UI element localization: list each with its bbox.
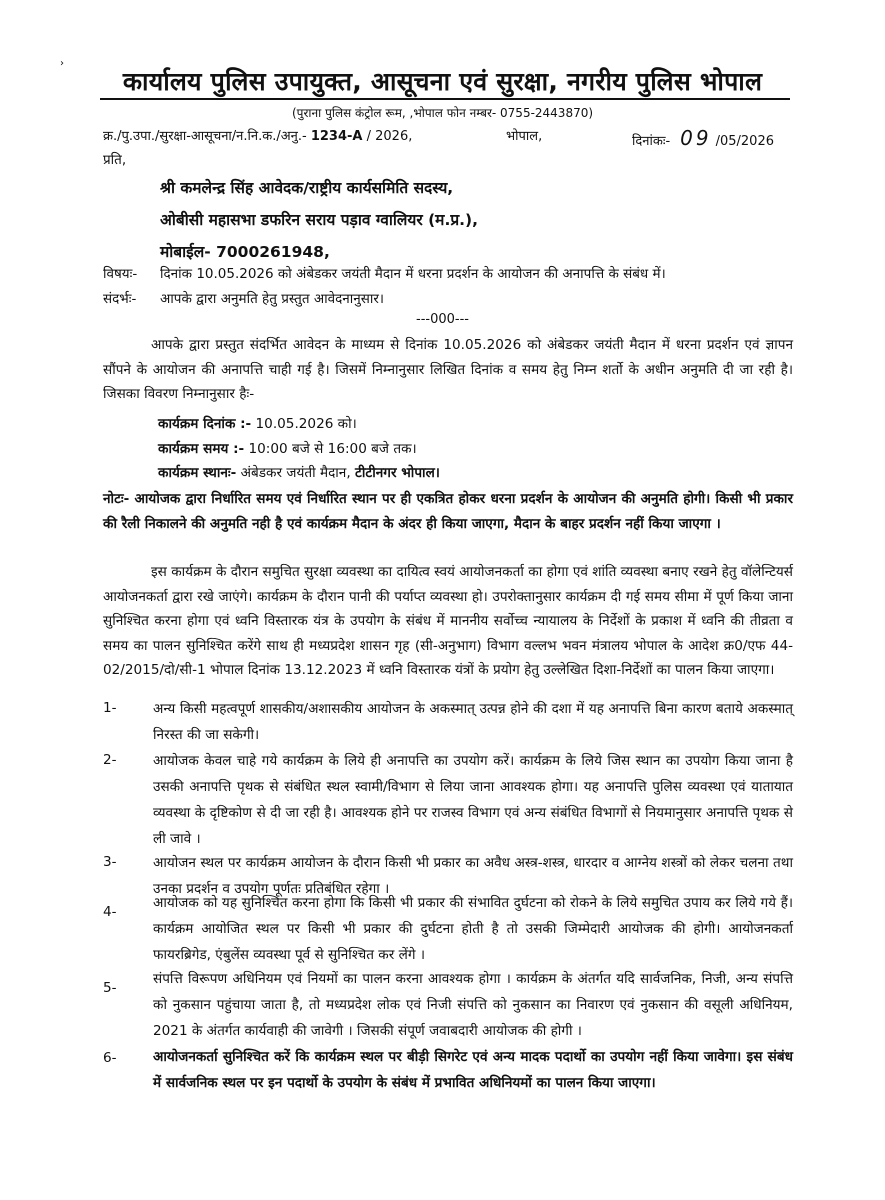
condition-number: 1- [103,700,117,716]
program-date-value: 10.05.2026 को। [255,416,357,432]
condition-number: 2- [103,752,117,768]
issue-date [632,126,774,150]
program-date-label: कार्यक्रम दिनांक :- [158,416,252,432]
section-separator: ---000--- [416,312,469,327]
recipient-address: ओबीसी महासभा डफरिन सराय पड़ाव ग्वालियर (म.प्र.), [160,211,479,229]
office-title: कार्यालय पुलिस उपायुक्त, आसूचना एवं सुरक्षा, नगरीय पुलिस भोपाल [122,67,763,96]
date-label: दिनांकः- [632,134,671,149]
program-place-area: टीटीनगर भोपाल। [355,465,440,481]
program-date [158,413,357,432]
office-address: (पुराना पुलिस कंट्रोल रूम, ,भोपाल फोन नम्बर- 0755-2443870) [291,106,594,120]
date-day: 09 [680,126,712,150]
condition-number: 4- [103,904,117,920]
program-place-value: अंबेडकर जयंती मैदान, [240,465,351,481]
date-month-year: /05/2026 [715,134,774,149]
punch-mark: › [60,58,64,69]
condition-item: अन्य किसी महत्वपूर्ण शासकीय/अशासकीय आयोजन के अकस्मात् उत्पन्न होने की दशा में यह अनापत्ति बिना कारण बताये अकस्मात् निरस्त की जा सकेगी। [153,701,793,743]
condition-item: आयोजन स्थल पर कार्यक्रम आयोजन के दौरान किसी भी प्रकार का अवैध अस्त्र-शस्त्र, धारदार व आग्नेय शस्त्रों को लेकर चलना तथा उनका प्रदर्शन व उपयोग पूर्णतः प्रतिबंधित रहेगा । [153,855,793,897]
reference-number [103,126,412,144]
condition-number: 3- [103,854,117,870]
intro-text: आपके द्वारा प्रस्तुत संदर्भित आवेदन के माध्यम से दिनांक 10.05.2026 को अंबेडकर जयंती मैदान में धरना प्रदर्शन एवं ज्ञापन सौंपने के आयोजन की अनापत्ति चाही गई है। जिसमें निम्नानुसार लिखित दिनांक व समय हेतु निम्न शर्तो के अधीन अनुमति दी जा रही है। जिसका विवरण निम्नानुसार हैः- [103,337,793,402]
condition-number: 5- [103,980,117,996]
condition-item: आयोजक केवल चाहे गये कार्यक्रम के लिये ही अनापत्ति का उपयोग करें। कार्यक्रम के लिये जिस स्थान का उपयोग किया जाना है उसकी अनापत्ति पृथक से संबंधित स्थल स्वामी/विभाग से लिया जाना आवश्यक होगा। यह अनापत्ति पुलिस व्यवस्था एवं यातायात व्यवस्था के दृष्टिकोण से दी जा रही है। आवश्यक होने पर राजस्व विभाग एवं अन्य संबंधित विभागों से नियमानुसार अनापत्ति पृथक से ली जावे । [153,753,793,847]
intro-paragraph [103,333,793,407]
program-place [158,462,440,481]
reference-label: संदर्भः- [103,291,137,307]
salutation-prati: प्रति, [103,152,127,168]
conditions-text: इस कार्यक्रम के दौरान समुचित सुरक्षा व्यवस्था का दायित्व स्वयं आयोजनकर्ता का होगा एवं शांति व्यवस्था बनाए रखने हेतु वॉलेन्टियर्स आयोजनकर्ता द्वारा रखे जाएंगे। कार्यक्रम के दौरान पानी की पर्याप्त व्यवस्था हो। उपरोक्तानुसार कार्यक्रम दी गई समय सीमा में पूर्ण किया जाना सुनिश्चित करना होगा एवं ध्वनि विस्तारक यंत्र के उपयोग के संबंध में माननीय सर्वोच्च न्यायालय के निर्देशों के प्रकाश में ध्वनि की तीव्रता व समय का पालन सुनिश्चित करेंगे साथ ही मध्यप्रदेश शासन गृह (सी-अनुभाग) विभाग वल्लभ भवन मंत्रालय भोपाल के आदेश क्र0/एफ 44-02/2015/दो/सी-1 भोपाल दिनांक 13.12.2023 में ध्वनि विस्तारक यंत्रों के प्रयोग हेतु उल्लेखित दिशा-निर्देशों का पालन किया जाएगा। [103,564,793,678]
program-time [158,438,417,457]
recipient-name: श्री कमलेन्द्र सिंह आवेदक/राष्ट्रीय कार्यसमिति सदस्य, [160,179,454,197]
reference-code: 1234-A [310,129,363,144]
title-underline [100,98,790,100]
program-place-label: कार्यक्रम स्थानः- [158,465,237,481]
subject-label: विषयः- [103,266,138,282]
reference-prefix: क्र./पु.उपा./सुरक्षा-आसूचना/न.नि.क./अनु.- [103,129,307,144]
reference-text: आपके द्वारा अनुमति हेतु प्रस्तुत आवेदनानुसार। [160,291,385,307]
conditions-paragraph [103,560,793,683]
reference-year: / 2026, [366,129,413,144]
condition-item: आयोजक को यह सुनिश्चित करना होगा कि किसी भी प्रकार की संभावित दुर्घटना को रोकने के लिये समुचित उपाय कर लिये गये हैं। कार्यक्रम आयोजित स्थल पर किसी भी प्रकार की दुर्घटना होती है तो उसकी जिम्मेदारी आयोजक की होगी। आयोजनकर्ता फायरब्रिगेड, एंबुलेंस व्यवस्था पूर्व से सुनिश्चित कर लेंगे । [153,895,793,963]
recipient-mobile: मोबाईल- 7000261948, [160,243,330,261]
note-paragraph: नोटः- आयोजक द्वारा निर्धारित समय एवं निर्धारित स्थान पर ही एकत्रित होकर धरना प्रदर्शन के आयोजन की अनुमति होगी। किसी भी प्रकार की रैली निकालने की अनुमति नही है एवं कार्यक्रम मैदान के अंदर ही किया जाएगा, मैदान के बाहर प्रदर्शन नहीं किया जाएगा । [103,491,793,532]
program-time-value: 10:00 बजे से 16:00 बजे तक। [248,441,417,457]
condition-item: आयोजनकर्ता सुनिश्चित करें कि कार्यक्रम स्थल पर बीड़ी सिगरेट एवं अन्य मादक पदार्थो का उपयोग नहीं किया जावेगा। इस संबंध में सार्वजनिक स्थल पर इन पदार्थो के उपयोग के संबंध में प्रभावित अधिनियमों का पालन किया जाएगा। [153,1049,793,1091]
subject-text: दिनांक 10.05.2026 को अंबेडकर जयंती मैदान में धरना प्रदर्शन के आयोजन की अनापत्ति के संबंध में। [160,266,666,282]
program-time-label: कार्यक्रम समय :- [158,441,245,457]
condition-number: 6- [103,1050,117,1066]
condition-item: संपत्ति विरूपण अधिनियम एवं नियमों का पालन करना आवश्यक होगा । कार्यक्रम के अंतर्गत यदि सार्वजनिक, निजी, अन्य संपत्ति को नुकसान पहुंचाया जाता है, तो मध्यप्रदेश लोक एवं निजी संपत्ति को नुकसान का निवारण एवं नुकसान की वसूली अधिनियम, 2021 के अंतर्गत कार्यवाही की जावेगी । जिसकी संपूर्ण जवाबदारी आयोजक की होगी । [153,971,793,1039]
issue-city: भोपाल, [506,129,543,144]
